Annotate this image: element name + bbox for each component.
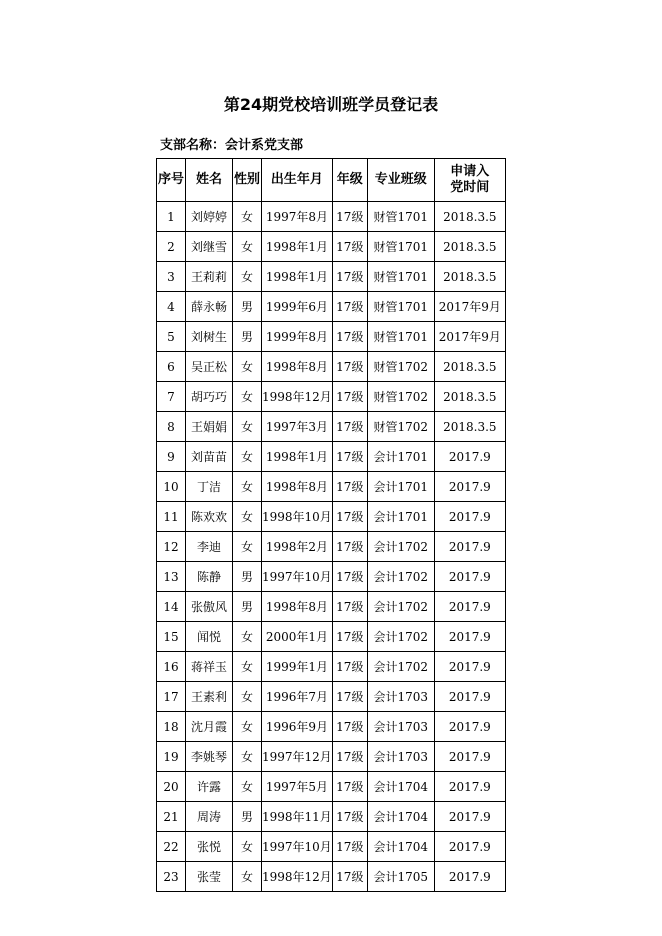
table-row: [157, 382, 506, 412]
table-row: [157, 442, 506, 472]
cell-name: 陈静: [186, 562, 233, 592]
cell-apply-time: 2017.9: [434, 742, 505, 772]
cell-birth: 1998年1月: [262, 262, 333, 292]
cell-gender: 男: [233, 592, 262, 622]
cell-class: 会计1701: [367, 442, 434, 472]
cell-class: 财管1701: [367, 292, 434, 322]
cell-birth: 1999年6月: [262, 292, 333, 322]
table-row: [157, 352, 506, 382]
cell-birth: 1997年8月: [262, 202, 333, 232]
cell-gender: 男: [233, 322, 262, 352]
table-row: [157, 472, 506, 502]
cell-grade: 17级: [332, 412, 367, 442]
cell-class: 财管1701: [367, 232, 434, 262]
cell-birth: 1998年2月: [262, 532, 333, 562]
cell-birth: 1998年8月: [262, 352, 333, 382]
cell-grade: 17级: [332, 592, 367, 622]
cell-class: 会计1702: [367, 622, 434, 652]
cell-grade: 17级: [332, 682, 367, 712]
cell-class: 财管1702: [367, 352, 434, 382]
cell-birth: 1999年8月: [262, 322, 333, 352]
cell-class: 会计1704: [367, 802, 434, 832]
cell-grade: 17级: [332, 292, 367, 322]
cell-apply-time: 2017.9: [434, 682, 505, 712]
cell-apply-time: 2018.3.5: [434, 232, 505, 262]
cell-birth: 1997年12月: [262, 742, 333, 772]
cell-name: 李迪: [186, 532, 233, 562]
cell-apply-time: 2017.9: [434, 502, 505, 532]
cell-gender: 女: [233, 622, 262, 652]
table-row: [157, 562, 506, 592]
table-row: [157, 292, 506, 322]
table-row: [157, 502, 506, 532]
cell-birth: 1997年10月: [262, 832, 333, 862]
cell-index: 1: [157, 202, 186, 232]
cell-grade: 17级: [332, 232, 367, 262]
cell-gender: 男: [233, 802, 262, 832]
cell-index: 9: [157, 442, 186, 472]
cell-gender: 女: [233, 652, 262, 682]
cell-grade: 17级: [332, 262, 367, 292]
cell-class: 财管1702: [367, 382, 434, 412]
cell-birth: 1998年8月: [262, 472, 333, 502]
cell-grade: 17级: [332, 202, 367, 232]
cell-index: 18: [157, 712, 186, 742]
cell-name: 张悦: [186, 832, 233, 862]
cell-name: 薛永畅: [186, 292, 233, 322]
cell-birth: 1999年1月: [262, 652, 333, 682]
cell-name: 胡巧巧: [186, 382, 233, 412]
cell-grade: 17级: [332, 352, 367, 382]
registration-table: [156, 158, 506, 892]
cell-apply-time: 2018.3.5: [434, 202, 505, 232]
table-row: [157, 592, 506, 622]
cell-index: 4: [157, 292, 186, 322]
cell-birth: 1997年10月: [262, 562, 333, 592]
cell-birth: 1997年5月: [262, 772, 333, 802]
cell-gender: 男: [233, 562, 262, 592]
cell-class: 会计1702: [367, 532, 434, 562]
header-name: 姓名: [186, 159, 233, 202]
header-grade: 年级: [332, 159, 367, 202]
cell-grade: 17级: [332, 382, 367, 412]
cell-name: 王娟娟: [186, 412, 233, 442]
cell-grade: 17级: [332, 832, 367, 862]
cell-gender: 女: [233, 382, 262, 412]
cell-index: 13: [157, 562, 186, 592]
cell-class: 会计1702: [367, 652, 434, 682]
cell-gender: 女: [233, 502, 262, 532]
cell-grade: 17级: [332, 862, 367, 892]
table-row: [157, 532, 506, 562]
cell-grade: 17级: [332, 322, 367, 352]
cell-birth: 1998年10月: [262, 502, 333, 532]
cell-gender: 女: [233, 832, 262, 862]
cell-apply-time: 2017.9: [434, 862, 505, 892]
table-header-row: [157, 159, 506, 202]
cell-gender: 女: [233, 772, 262, 802]
cell-name: 王素利: [186, 682, 233, 712]
cell-grade: 17级: [332, 442, 367, 472]
cell-class: 会计1702: [367, 592, 434, 622]
cell-birth: 1996年7月: [262, 682, 333, 712]
header-apply-time: [434, 159, 505, 202]
cell-index: 8: [157, 412, 186, 442]
table-row: [157, 652, 506, 682]
cell-apply-time: 2017.9: [434, 472, 505, 502]
cell-index: 6: [157, 352, 186, 382]
cell-birth: 1998年1月: [262, 442, 333, 472]
cell-grade: 17级: [332, 802, 367, 832]
cell-gender: 男: [233, 292, 262, 322]
cell-name: 陈欢欢: [186, 502, 233, 532]
table-row: [157, 262, 506, 292]
cell-apply-time: 2017.9: [434, 442, 505, 472]
cell-gender: 女: [233, 742, 262, 772]
cell-name: 刘树生: [186, 322, 233, 352]
cell-index: 19: [157, 742, 186, 772]
cell-index: 5: [157, 322, 186, 352]
cell-name: 吴正松: [186, 352, 233, 382]
cell-gender: 女: [233, 202, 262, 232]
cell-class: 会计1703: [367, 712, 434, 742]
table-row: [157, 232, 506, 262]
header-index: 序号: [157, 159, 186, 202]
table-row: [157, 322, 506, 352]
cell-name: 李姚琴: [186, 742, 233, 772]
cell-birth: 1998年8月: [262, 592, 333, 622]
cell-index: 22: [157, 832, 186, 862]
cell-gender: 女: [233, 532, 262, 562]
cell-gender: 女: [233, 262, 262, 292]
cell-apply-time: 2018.3.5: [434, 382, 505, 412]
cell-birth: 1997年3月: [262, 412, 333, 442]
table-row: [157, 832, 506, 862]
cell-class: 会计1701: [367, 472, 434, 502]
cell-apply-time: 2017.9: [434, 532, 505, 562]
cell-index: 11: [157, 502, 186, 532]
cell-class: 财管1701: [367, 202, 434, 232]
cell-name: 张莹: [186, 862, 233, 892]
cell-class: 财管1701: [367, 322, 434, 352]
header-class: 专业班级: [367, 159, 434, 202]
cell-apply-time: 2018.3.5: [434, 262, 505, 292]
cell-birth: 1998年1月: [262, 232, 333, 262]
table-row: [157, 862, 506, 892]
cell-birth: 1996年9月: [262, 712, 333, 742]
cell-apply-time: 2017年9月: [434, 292, 505, 322]
cell-class: 会计1703: [367, 682, 434, 712]
cell-grade: 17级: [332, 742, 367, 772]
cell-index: 20: [157, 772, 186, 802]
cell-index: 14: [157, 592, 186, 622]
cell-name: 周涛: [186, 802, 233, 832]
branch-label: 支部名称：会计系党支部: [160, 138, 304, 153]
cell-gender: 女: [233, 712, 262, 742]
cell-gender: 女: [233, 862, 262, 892]
cell-name: 刘苗苗: [186, 442, 233, 472]
header-birth: 出生年月: [262, 159, 333, 202]
cell-index: 23: [157, 862, 186, 892]
cell-apply-time: 2017.9: [434, 772, 505, 802]
cell-gender: 女: [233, 682, 262, 712]
cell-apply-time: 2017.9: [434, 562, 505, 592]
cell-grade: 17级: [332, 532, 367, 562]
page-title: 第24期党校培训班学员登记表: [223, 95, 439, 114]
cell-index: 12: [157, 532, 186, 562]
table-row: [157, 712, 506, 742]
cell-gender: 女: [233, 232, 262, 262]
cell-apply-time: 2017.9: [434, 802, 505, 832]
cell-grade: 17级: [332, 562, 367, 592]
cell-index: 16: [157, 652, 186, 682]
cell-apply-time: 2017.9: [434, 832, 505, 862]
cell-class: 财管1701: [367, 262, 434, 292]
cell-name: 蒋祥玉: [186, 652, 233, 682]
header-apply-line2: 党时间: [450, 180, 490, 195]
cell-index: 21: [157, 802, 186, 832]
cell-apply-time: 2018.3.5: [434, 352, 505, 382]
cell-apply-time: 2017.9: [434, 622, 505, 652]
cell-gender: 女: [233, 472, 262, 502]
table-row: [157, 772, 506, 802]
cell-name: 刘婷婷: [186, 202, 233, 232]
cell-name: 丁洁: [186, 472, 233, 502]
cell-name: 刘继雪: [186, 232, 233, 262]
cell-grade: 17级: [332, 652, 367, 682]
cell-apply-time: 2017.9: [434, 712, 505, 742]
cell-gender: 女: [233, 412, 262, 442]
cell-gender: 女: [233, 352, 262, 382]
cell-grade: 17级: [332, 472, 367, 502]
cell-birth: 2000年1月: [262, 622, 333, 652]
cell-birth: 1998年12月: [262, 862, 333, 892]
cell-name: 王莉莉: [186, 262, 233, 292]
table-row: [157, 202, 506, 232]
cell-index: 7: [157, 382, 186, 412]
table-body: [157, 202, 506, 892]
cell-apply-time: 2017.9: [434, 592, 505, 622]
cell-apply-time: 2017年9月: [434, 322, 505, 352]
cell-gender: 女: [233, 442, 262, 472]
cell-birth: 1998年11月: [262, 802, 333, 832]
cell-apply-time: 2018.3.5: [434, 412, 505, 442]
cell-name: 张傲风: [186, 592, 233, 622]
table-row: [157, 742, 506, 772]
cell-birth: 1998年12月: [262, 382, 333, 412]
cell-apply-time: 2017.9: [434, 652, 505, 682]
cell-class: 会计1702: [367, 562, 434, 592]
cell-index: 3: [157, 262, 186, 292]
table-row: [157, 622, 506, 652]
table-row: [157, 802, 506, 832]
cell-class: 会计1701: [367, 502, 434, 532]
cell-class: 财管1702: [367, 412, 434, 442]
cell-index: 17: [157, 682, 186, 712]
header-gender: 性别: [233, 159, 262, 202]
cell-name: 沈月霞: [186, 712, 233, 742]
cell-class: 会计1703: [367, 742, 434, 772]
cell-index: 2: [157, 232, 186, 262]
cell-grade: 17级: [332, 712, 367, 742]
cell-name: 闻悦: [186, 622, 233, 652]
cell-grade: 17级: [332, 772, 367, 802]
cell-class: 会计1704: [367, 772, 434, 802]
cell-class: 会计1705: [367, 862, 434, 892]
header-apply-line1: 申请入: [450, 164, 490, 179]
cell-grade: 17级: [332, 622, 367, 652]
cell-index: 15: [157, 622, 186, 652]
table-row: [157, 682, 506, 712]
cell-grade: 17级: [332, 502, 367, 532]
cell-index: 10: [157, 472, 186, 502]
cell-class: 会计1704: [367, 832, 434, 862]
cell-name: 许露: [186, 772, 233, 802]
table-row: [157, 412, 506, 442]
